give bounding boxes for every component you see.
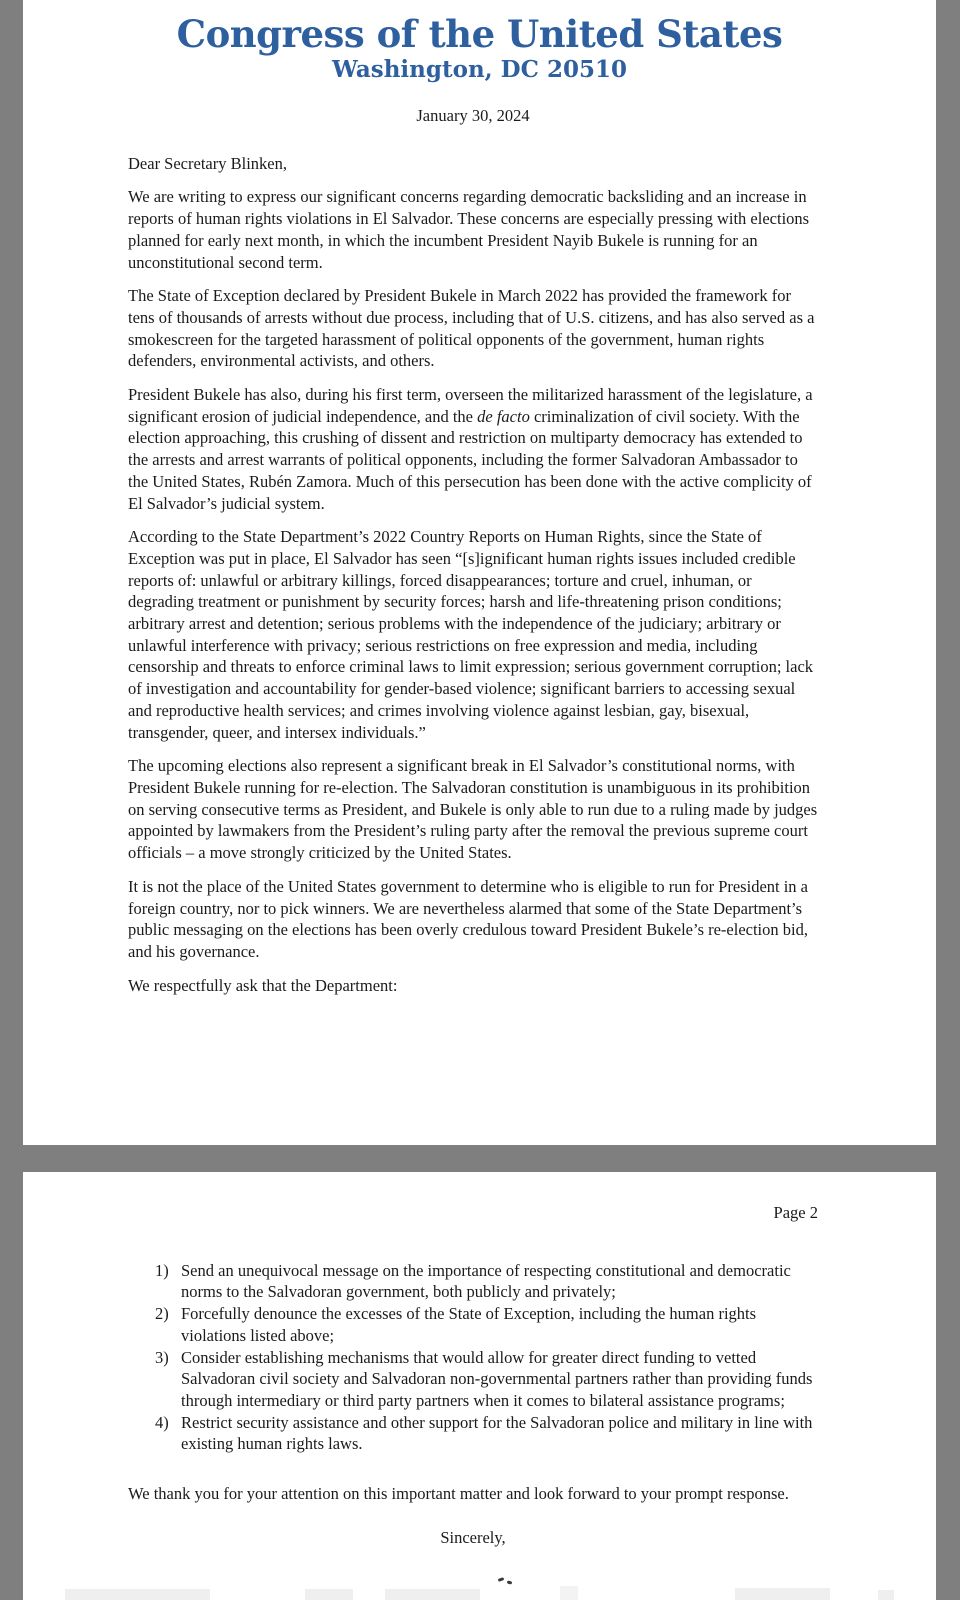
letter-date: January 30, 2024 — [416, 106, 530, 125]
paragraph-5: The upcoming elections also represent a significant break in El Salvador’s constitutional norms, with President Bukele running for re-election. The Salvadoran constitution is unambiguous in its prohibition on serving consecutive terms as President, and Bukele is only able to run due to a ruling made by judges appointed by lawmakers from the President’s ruling party after the removal the previous supreme court officials – a move strongly criticized by the United States. — [128, 756, 818, 863]
signature-ink-mark — [507, 1580, 513, 1584]
signature-ink-mark — [498, 1577, 505, 1582]
signature-fragment — [65, 1589, 210, 1600]
signature-fragment — [305, 1589, 353, 1600]
letter-page-2 — [23, 1172, 936, 1600]
list-item-text: Send an unequivocal message on the importance of respecting constitutional and democratic norms to the Salvadoran government, both publicly and privately; — [181, 1260, 791, 1302]
paragraph-4: According to the State Department’s 2022 Country Reports on Human Rights, since the State of Exception was put in place, El Salvador has seen “[s]ignificant human rights issues included credible reports of: unlawful or arbitrary killings, forced disappearances; torture and cruel, inhuman, or degrading treatment or punishment by security forces; harsh and life-threatening prison conditions; arbitrary arrest and detention; serious problems with the independence of the judiciary; arbitrary or unlawful interference with privacy; serious restrictions on free expression and media, including censorship and threats to enforce criminal laws to limit expression; serious government corruption; lack of investigation and accountability for gender-based violence; significant barriers to accessing sexual and reproductive health services; and crimes involving violence against lesbian, gay, bisexual, transgender, queer, and intersex individuals.” — [128, 527, 814, 742]
list-item-number: 2) — [155, 1304, 169, 1324]
list-item — [128, 1303, 818, 1346]
salutation: Dear Secretary Blinken, — [128, 153, 287, 173]
requests-list — [128, 1260, 818, 1455]
paragraph-3-text-continued: criminalization of civil society. With the election approaching, this crushing of dissent and restriction on multiparty democracy has extended to the arrests and arrest warrants of political opponents, including the former Salvadoran Ambassador to the United States, Rubén Zamora. Much of this persecution has been done with the active complicity of El Salvador’s judicial system. — [128, 406, 812, 513]
paragraph-2: The State of Exception declared by President Bukele in March 2022 has provided the framework for tens of thousands of arrests without due process, including that of U.S. citizens, and has also served as a smokescreen for the targeted harassment of political opponents of the government, human rights defenders, environmental activists, and others. — [128, 286, 815, 371]
list-item — [128, 1412, 818, 1455]
page-2-content — [128, 1202, 818, 1548]
letterhead-title: Congress of the United States — [176, 12, 783, 56]
paragraph-3-italic-phrase: de facto — [477, 406, 530, 426]
paragraph-6: It is not the place of the United States government to determine who is eligible to run for President in a foreign country, nor to pick winners. We are nevertheless alarmed that some of the State Department’s public messaging on the elections has been overly credulous toward President Bukele’s re-election bid, and his governance. — [128, 876, 809, 961]
letter-page-1 — [23, 0, 936, 1145]
list-item-text: Forcefully denounce the excesses of the State of Exception, including the human rights violations listed above; — [181, 1304, 757, 1345]
paragraph-7: We respectfully ask that the Department: — [128, 975, 398, 995]
paragraph-3 — [128, 384, 818, 514]
paragraph-1: We are writing to express our significant concerns regarding democratic backsliding and an increase in reports of human rights violations in El Salvador. These concerns are especially pressing with elections planned for early next month, in which the incumbent President Nayib Bukele is running for an unconstitutional second term. — [128, 187, 810, 272]
signature-fragment — [560, 1586, 578, 1600]
list-item — [128, 1347, 818, 1412]
signoff: Sincerely, — [440, 1527, 506, 1547]
letterhead-subtitle: Washington, DC 20510 — [332, 56, 627, 83]
page-number-label: Page 2 — [773, 1203, 818, 1222]
list-item-text: Consider establishing mechanisms that would allow for greater direct funding to vetted Salvadoran civil society and Salvadoran non-governmental partners rather than providing funds through intermediary or third party partners when it comes to bilateral assistance programs; — [181, 1347, 813, 1410]
list-item-number: 4) — [155, 1412, 169, 1432]
closing-paragraph: We thank you for your attention on this important matter and look forward to your prompt response. — [128, 1484, 789, 1504]
list-item-number: 3) — [155, 1347, 169, 1367]
paragraph-3-text: President Bukele has also, during his first term, overseen the militarized harassment of the legislature, a significant erosion of judicial independence, and the — [128, 385, 813, 426]
signature-fragment — [385, 1589, 480, 1600]
page-1-content — [128, 105, 818, 996]
list-item — [128, 1260, 818, 1303]
signature-fragment — [735, 1588, 830, 1600]
letterhead — [23, 0, 936, 83]
list-item-number: 1) — [155, 1260, 169, 1280]
list-item-text: Restrict security assistance and other support for the Salvadoran police and military in line with existing human rights laws. — [181, 1412, 813, 1454]
signature-fragment — [878, 1590, 894, 1600]
